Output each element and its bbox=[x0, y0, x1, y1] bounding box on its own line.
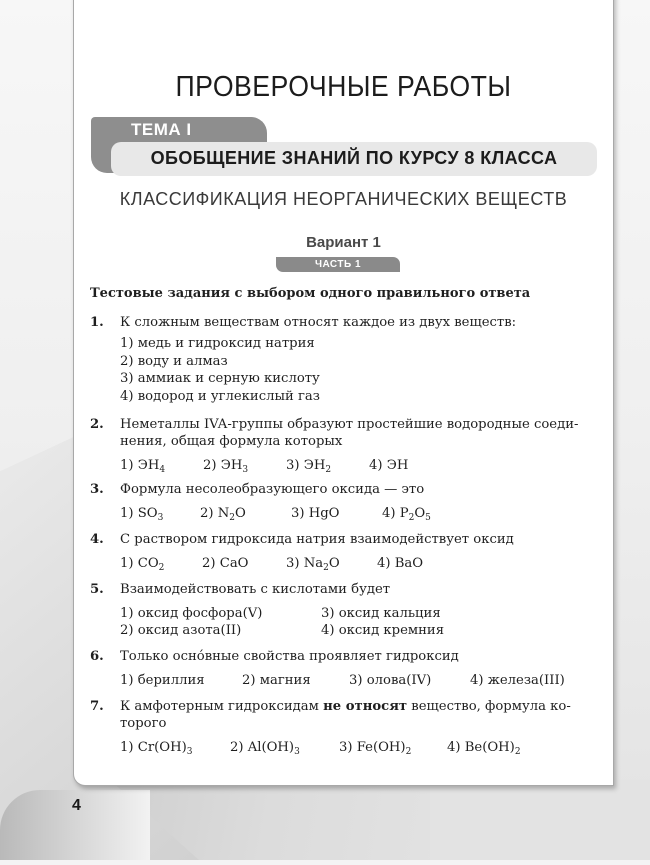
answer-option: 3) $ЭН_2$ bbox=[286, 458, 332, 475]
answer-option: 4) BaO bbox=[377, 556, 424, 571]
answer-option: 1) медь и гидроксид натрия bbox=[120, 336, 315, 351]
answer-option: 3) аммиак и серную кислоту bbox=[120, 371, 320, 386]
answer-options bbox=[120, 605, 600, 641]
answer-option: 4) оксид кремния bbox=[321, 623, 445, 638]
question-text: Формула несолеобразующего оксида — это bbox=[120, 482, 425, 497]
question-5 bbox=[90, 581, 600, 641]
question-text-line: К амфотерным гидроксидам не относят вещество, формула ко- bbox=[120, 699, 571, 714]
question-text-line: Неметаллы IVA-группы образуют простейшие водородные соеди- bbox=[120, 417, 579, 432]
answer-option: 2) CaO bbox=[202, 556, 249, 571]
answer-option: 1) оксид фосфора(V) bbox=[120, 606, 263, 621]
question-text-line: нения, общая формула которых bbox=[120, 434, 343, 449]
question-4 bbox=[90, 531, 600, 572]
answer-option: 2) $Al(OH)_3$ bbox=[230, 740, 300, 757]
answer-option: 4) $Be(OH)_2$ bbox=[447, 740, 521, 757]
question-number: 3. bbox=[90, 482, 104, 497]
answer-option: 1) $CO_2$ bbox=[120, 556, 165, 573]
question-text: Только осно́вные свойства проявляет гидроксид bbox=[120, 649, 459, 664]
answer-option: 4) ЭН bbox=[369, 458, 409, 473]
question-2 bbox=[90, 416, 600, 474]
answer-option: 2) $N_2O$ bbox=[200, 506, 246, 523]
answer-option: 1) $SO_3$ bbox=[120, 506, 164, 523]
answer-option: 1) $Cr(OH)_3$ bbox=[120, 740, 193, 757]
question-7 bbox=[90, 698, 600, 756]
answer-option: 1) $ЭН_4$ bbox=[120, 458, 166, 475]
answer-option: 3) оксид кальция bbox=[321, 606, 441, 621]
answer-option: 2) магния bbox=[242, 673, 311, 688]
answer-options bbox=[120, 335, 600, 405]
answer-option: 3) олова(IV) bbox=[349, 673, 432, 688]
question-number: 4. bbox=[90, 532, 104, 547]
answer-option: 3) $Fe(OH)_2$ bbox=[339, 740, 412, 757]
topic-title: ОБОБЩЕНИЕ ЗНАНИЙ ПО КУРСУ 8 КЛАССА bbox=[150, 148, 558, 168]
answer-option: 2) оксид азота(II) bbox=[120, 623, 242, 638]
section-heading: Тестовые задания с выбором одного правильного ответа bbox=[90, 286, 531, 301]
page-title: ПРОВЕРОЧНЫЕ РАБОТЫ bbox=[175, 71, 512, 103]
variant-title: Вариант 1 bbox=[306, 234, 381, 251]
answer-options bbox=[120, 457, 600, 474]
question-number: 6. bbox=[90, 649, 104, 664]
question-1 bbox=[90, 314, 600, 405]
answer-option: 4) водород и углекислый газ bbox=[120, 388, 320, 404]
answer-option: 2) $ЭН_3$ bbox=[203, 458, 249, 475]
question-3 bbox=[90, 481, 600, 522]
answer-options bbox=[120, 739, 600, 756]
part-badge: ЧАСТЬ 1 bbox=[276, 257, 400, 272]
question-6 bbox=[90, 648, 600, 689]
question-number: 7. bbox=[90, 699, 104, 714]
subtopic-title: КЛАССИФИКАЦИЯ НЕОРГАНИЧЕСКИХ ВЕЩЕСТВ bbox=[119, 189, 568, 209]
question-text bbox=[120, 698, 600, 732]
question-number: 2. bbox=[90, 417, 104, 432]
question-text: К сложным веществам относят каждое из двух веществ: bbox=[120, 315, 517, 330]
answer-option: 3) HgO bbox=[291, 506, 340, 521]
answer-option: 3) $Na_2O$ bbox=[286, 556, 340, 573]
answer-options bbox=[120, 555, 600, 572]
answer-options bbox=[120, 505, 600, 522]
emphasis-text: не относят bbox=[323, 699, 408, 714]
question-number: 1. bbox=[90, 315, 104, 330]
tema-label: ТЕМА I bbox=[131, 120, 192, 139]
question-number: 5. bbox=[90, 582, 104, 597]
question-text: Взаимодействовать с кислотами будет bbox=[120, 582, 391, 597]
question-text-line: торого bbox=[120, 716, 167, 731]
document-page bbox=[73, 0, 614, 786]
background-shape bbox=[430, 780, 650, 865]
background-strip bbox=[0, 860, 650, 865]
answer-option: 1) бериллия bbox=[120, 673, 205, 688]
answer-option: 4) железа(III) bbox=[470, 673, 565, 688]
answer-option: 2) воду и алмаз bbox=[120, 353, 228, 369]
answer-options bbox=[120, 672, 600, 689]
question-text bbox=[120, 416, 600, 450]
page-number: 4 bbox=[72, 797, 81, 814]
answer-option: 4) $P_2O_5$ bbox=[382, 506, 431, 523]
question-text: С раствором гидроксида натрия взаимодействует оксид bbox=[120, 532, 514, 547]
